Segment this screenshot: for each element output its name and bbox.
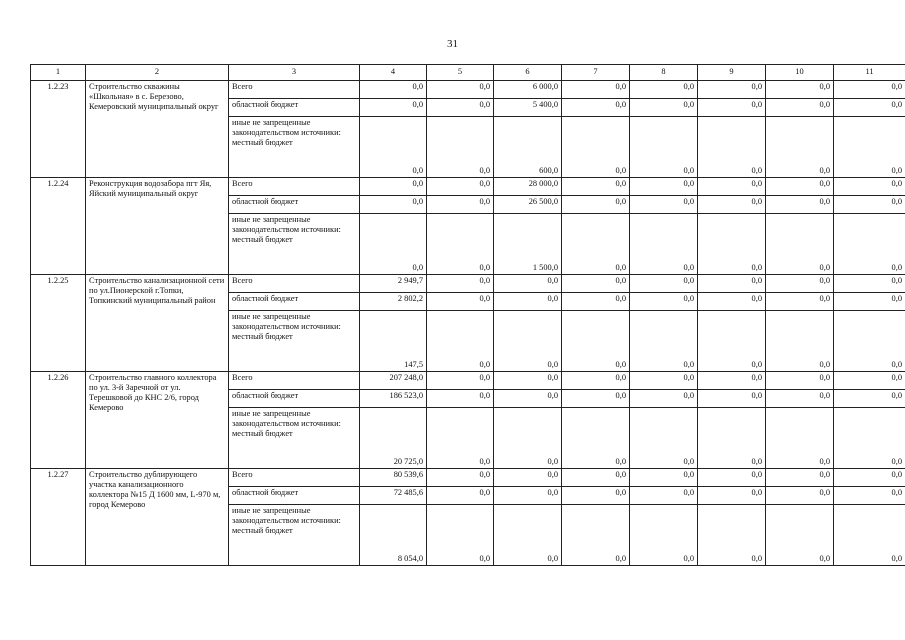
item-code: 1.2.26 bbox=[31, 372, 86, 469]
amount-cell: 0,0 bbox=[698, 178, 766, 196]
amount-cell: 0,0 bbox=[630, 311, 698, 372]
column-header: 1 bbox=[31, 65, 86, 81]
funding-source-label: иные не запрещенные законодательством источники: bbox=[232, 506, 341, 526]
amount-cell: 0,0 bbox=[766, 372, 834, 390]
amount-cell: 0,0 bbox=[834, 408, 905, 469]
funding-source-label: иные не запрещенные законодательством источники: bbox=[232, 118, 341, 138]
amount-cell: 0,0 bbox=[494, 390, 562, 408]
amount-cell: 0,0 bbox=[494, 487, 562, 505]
amount-cell: 0,0 bbox=[834, 178, 905, 196]
amount-cell: 0,0 bbox=[427, 99, 494, 117]
amount-cell: 0,0 bbox=[427, 408, 494, 469]
amount-cell: 0,0 bbox=[630, 372, 698, 390]
amount-cell: 0,0 bbox=[562, 487, 630, 505]
amount-cell: 0,0 bbox=[766, 81, 834, 99]
amount-cell: 147,5 bbox=[360, 311, 427, 372]
item-code: 1.2.23 bbox=[31, 81, 86, 178]
funding-source-sublabel: местный бюджет bbox=[232, 526, 293, 536]
amount-cell: 0,0 bbox=[630, 81, 698, 99]
amount-cell: 0,0 bbox=[427, 505, 494, 566]
amount-cell: 8 054,0 bbox=[360, 505, 427, 566]
amount-cell: 0,0 bbox=[427, 178, 494, 196]
funding-source-label: Всего bbox=[232, 82, 253, 91]
amount-cell: 2 802,2 bbox=[360, 293, 427, 311]
item-name: Строительство главного коллектора по ул. 3-й Заречной от ул. Терешковой до КНС 2/6, город Кемерово bbox=[86, 372, 229, 469]
amount-cell: 0,0 bbox=[766, 390, 834, 408]
funding-source bbox=[229, 311, 360, 372]
funding-source-label: Всего bbox=[232, 179, 253, 188]
amount-cell: 0,0 bbox=[766, 505, 834, 566]
amount-cell: 0,0 bbox=[698, 99, 766, 117]
amount-cell: 0,0 bbox=[494, 372, 562, 390]
column-header: 2 bbox=[86, 65, 229, 81]
amount-cell: 2 949,7 bbox=[360, 275, 427, 293]
funding-source bbox=[229, 390, 360, 408]
amount-cell: 6 000,0 bbox=[494, 81, 562, 99]
amount-cell: 0,0 bbox=[630, 214, 698, 275]
amount-cell: 0,0 bbox=[494, 275, 562, 293]
funding-source-sublabel: местный бюджет bbox=[232, 332, 293, 342]
amount-cell: 0,0 bbox=[766, 99, 834, 117]
item-name: Строительство дублирующего участка канализационного коллектора №15 Д 1600 мм, L-970 м, город Кемерово bbox=[86, 469, 229, 566]
funding-source-label: областной бюджет bbox=[232, 294, 299, 303]
amount-cell: 26 500,0 bbox=[494, 196, 562, 214]
amount-cell: 600,0 bbox=[494, 117, 562, 178]
amount-cell: 0,0 bbox=[494, 311, 562, 372]
amount-cell: 0,0 bbox=[630, 117, 698, 178]
amount-cell: 0,0 bbox=[630, 505, 698, 566]
column-header: 8 bbox=[630, 65, 698, 81]
amount-cell: 0,0 bbox=[494, 469, 562, 487]
funding-source-sublabel: местный бюджет bbox=[232, 138, 293, 148]
funding-source-label: областной бюджет bbox=[232, 391, 299, 400]
amount-cell: 0,0 bbox=[698, 214, 766, 275]
amount-cell: 0,0 bbox=[494, 505, 562, 566]
funding-source bbox=[229, 196, 360, 214]
item-name: Реконструкция водозабора пгт Яя, Яйский муниципальный округ bbox=[86, 178, 229, 275]
funding-source-sublabel: местный бюджет bbox=[232, 429, 293, 439]
amount-cell: 0,0 bbox=[360, 178, 427, 196]
amount-cell: 0,0 bbox=[630, 469, 698, 487]
amount-cell: 80 539,6 bbox=[360, 469, 427, 487]
amount-cell: 0,0 bbox=[427, 390, 494, 408]
funding-source bbox=[229, 117, 360, 178]
column-number-row bbox=[31, 65, 905, 81]
amount-cell: 0,0 bbox=[562, 178, 630, 196]
amount-cell: 0,0 bbox=[834, 372, 905, 390]
amount-cell: 0,0 bbox=[698, 196, 766, 214]
funding-source bbox=[229, 275, 360, 293]
amount-cell: 0,0 bbox=[698, 390, 766, 408]
funding-source bbox=[229, 81, 360, 99]
amount-cell: 1 500,0 bbox=[494, 214, 562, 275]
funding-source bbox=[229, 487, 360, 505]
amount-cell: 0,0 bbox=[427, 214, 494, 275]
amount-cell: 0,0 bbox=[630, 178, 698, 196]
amount-cell: 0,0 bbox=[834, 390, 905, 408]
column-header: 5 bbox=[427, 65, 494, 81]
funding-source bbox=[229, 469, 360, 487]
table-row bbox=[31, 81, 905, 99]
funding-source-label: Всего bbox=[232, 470, 253, 479]
amount-cell: 0,0 bbox=[562, 372, 630, 390]
amount-cell: 0,0 bbox=[834, 275, 905, 293]
amount-cell: 0,0 bbox=[427, 311, 494, 372]
table-row bbox=[31, 372, 905, 390]
amount-cell: 0,0 bbox=[698, 408, 766, 469]
amount-cell: 0,0 bbox=[562, 117, 630, 178]
amount-cell: 0,0 bbox=[698, 469, 766, 487]
table-row bbox=[31, 178, 905, 196]
funding-source bbox=[229, 99, 360, 117]
amount-cell: 0,0 bbox=[427, 117, 494, 178]
table-row bbox=[31, 469, 905, 487]
amount-cell: 0,0 bbox=[562, 505, 630, 566]
funding-source-label: Всего bbox=[232, 276, 253, 285]
amount-cell: 0,0 bbox=[766, 196, 834, 214]
amount-cell: 0,0 bbox=[766, 469, 834, 487]
amount-cell: 0,0 bbox=[766, 214, 834, 275]
funding-source-label: областной бюджет bbox=[232, 488, 299, 497]
funding-source-label: областной бюджет bbox=[232, 100, 299, 109]
amount-cell: 72 485,6 bbox=[360, 487, 427, 505]
amount-cell: 0,0 bbox=[630, 293, 698, 311]
amount-cell: 0,0 bbox=[562, 408, 630, 469]
amount-cell: 0,0 bbox=[360, 214, 427, 275]
column-header: 9 bbox=[698, 65, 766, 81]
column-header: 4 bbox=[360, 65, 427, 81]
amount-cell: 0,0 bbox=[494, 293, 562, 311]
amount-cell: 0,0 bbox=[766, 293, 834, 311]
funding-source bbox=[229, 408, 360, 469]
amount-cell: 0,0 bbox=[834, 196, 905, 214]
amount-cell: 0,0 bbox=[630, 408, 698, 469]
amount-cell: 0,0 bbox=[834, 469, 905, 487]
item-code: 1.2.24 bbox=[31, 178, 86, 275]
amount-cell: 0,0 bbox=[562, 469, 630, 487]
amount-cell: 0,0 bbox=[360, 99, 427, 117]
amount-cell: 0,0 bbox=[427, 293, 494, 311]
amount-cell: 0,0 bbox=[360, 196, 427, 214]
amount-cell: 0,0 bbox=[698, 275, 766, 293]
amount-cell: 0,0 bbox=[562, 293, 630, 311]
amount-cell: 0,0 bbox=[834, 311, 905, 372]
column-header: 3 bbox=[229, 65, 360, 81]
item-name: Строительство скважины «Школьная» в с. Березово, Кемеровский муниципальный округ bbox=[86, 81, 229, 178]
amount-cell: 0,0 bbox=[630, 99, 698, 117]
amount-cell: 0,0 bbox=[834, 117, 905, 178]
amount-cell: 0,0 bbox=[698, 293, 766, 311]
amount-cell: 0,0 bbox=[766, 311, 834, 372]
amount-cell: 0,0 bbox=[698, 487, 766, 505]
amount-cell: 0,0 bbox=[834, 293, 905, 311]
amount-cell: 0,0 bbox=[766, 408, 834, 469]
amount-cell: 0,0 bbox=[834, 81, 905, 99]
amount-cell: 0,0 bbox=[562, 275, 630, 293]
funding-source-label: областной бюджет bbox=[232, 197, 299, 206]
column-header: 7 bbox=[562, 65, 630, 81]
amount-cell: 0,0 bbox=[427, 372, 494, 390]
amount-cell: 0,0 bbox=[834, 487, 905, 505]
funding-source bbox=[229, 505, 360, 566]
amount-cell: 207 248,0 bbox=[360, 372, 427, 390]
budget-table bbox=[30, 64, 905, 566]
funding-source-label: иные не запрещенные законодательством источники: bbox=[232, 409, 341, 429]
column-header: 11 bbox=[834, 65, 905, 81]
funding-source bbox=[229, 372, 360, 390]
amount-cell: 0,0 bbox=[698, 81, 766, 99]
amount-cell: 0,0 bbox=[360, 117, 427, 178]
amount-cell: 0,0 bbox=[360, 81, 427, 99]
funding-source bbox=[229, 178, 360, 196]
amount-cell: 0,0 bbox=[766, 275, 834, 293]
amount-cell: 0,0 bbox=[630, 196, 698, 214]
table-row bbox=[31, 275, 905, 293]
amount-cell: 0,0 bbox=[562, 214, 630, 275]
funding-source bbox=[229, 214, 360, 275]
amount-cell: 20 725,0 bbox=[360, 408, 427, 469]
amount-cell: 0,0 bbox=[698, 311, 766, 372]
item-code: 1.2.25 bbox=[31, 275, 86, 372]
column-header: 6 bbox=[494, 65, 562, 81]
funding-source-label: Всего bbox=[232, 373, 253, 382]
amount-cell: 0,0 bbox=[834, 214, 905, 275]
amount-cell: 0,0 bbox=[630, 487, 698, 505]
page-number: 31 bbox=[447, 38, 458, 50]
amount-cell: 0,0 bbox=[766, 117, 834, 178]
amount-cell: 28 000,0 bbox=[494, 178, 562, 196]
amount-cell: 0,0 bbox=[494, 408, 562, 469]
column-header: 10 bbox=[766, 65, 834, 81]
item-name: Строительство канализационной сети по ул.Пионерской г.Топки, Топкинский муниципальный район bbox=[86, 275, 229, 372]
amount-cell: 0,0 bbox=[562, 390, 630, 408]
amount-cell: 0,0 bbox=[427, 196, 494, 214]
amount-cell: 5 400,0 bbox=[494, 99, 562, 117]
amount-cell: 0,0 bbox=[698, 505, 766, 566]
amount-cell: 0,0 bbox=[427, 487, 494, 505]
amount-cell: 0,0 bbox=[562, 99, 630, 117]
funding-source-label: иные не запрещенные законодательством источники: bbox=[232, 215, 341, 235]
amount-cell: 186 523,0 bbox=[360, 390, 427, 408]
amount-cell: 0,0 bbox=[562, 81, 630, 99]
item-code: 1.2.27 bbox=[31, 469, 86, 566]
amount-cell: 0,0 bbox=[698, 117, 766, 178]
amount-cell: 0,0 bbox=[427, 81, 494, 99]
funding-source bbox=[229, 293, 360, 311]
amount-cell: 0,0 bbox=[427, 275, 494, 293]
amount-cell: 0,0 bbox=[630, 275, 698, 293]
amount-cell: 0,0 bbox=[562, 196, 630, 214]
amount-cell: 0,0 bbox=[766, 487, 834, 505]
funding-source-label: иные не запрещенные законодательством источники: bbox=[232, 312, 341, 332]
amount-cell: 0,0 bbox=[427, 469, 494, 487]
amount-cell: 0,0 bbox=[834, 99, 905, 117]
amount-cell: 0,0 bbox=[698, 372, 766, 390]
amount-cell: 0,0 bbox=[562, 311, 630, 372]
funding-source-sublabel: местный бюджет bbox=[232, 235, 293, 245]
amount-cell: 0,0 bbox=[834, 505, 905, 566]
amount-cell: 0,0 bbox=[630, 390, 698, 408]
amount-cell: 0,0 bbox=[766, 178, 834, 196]
